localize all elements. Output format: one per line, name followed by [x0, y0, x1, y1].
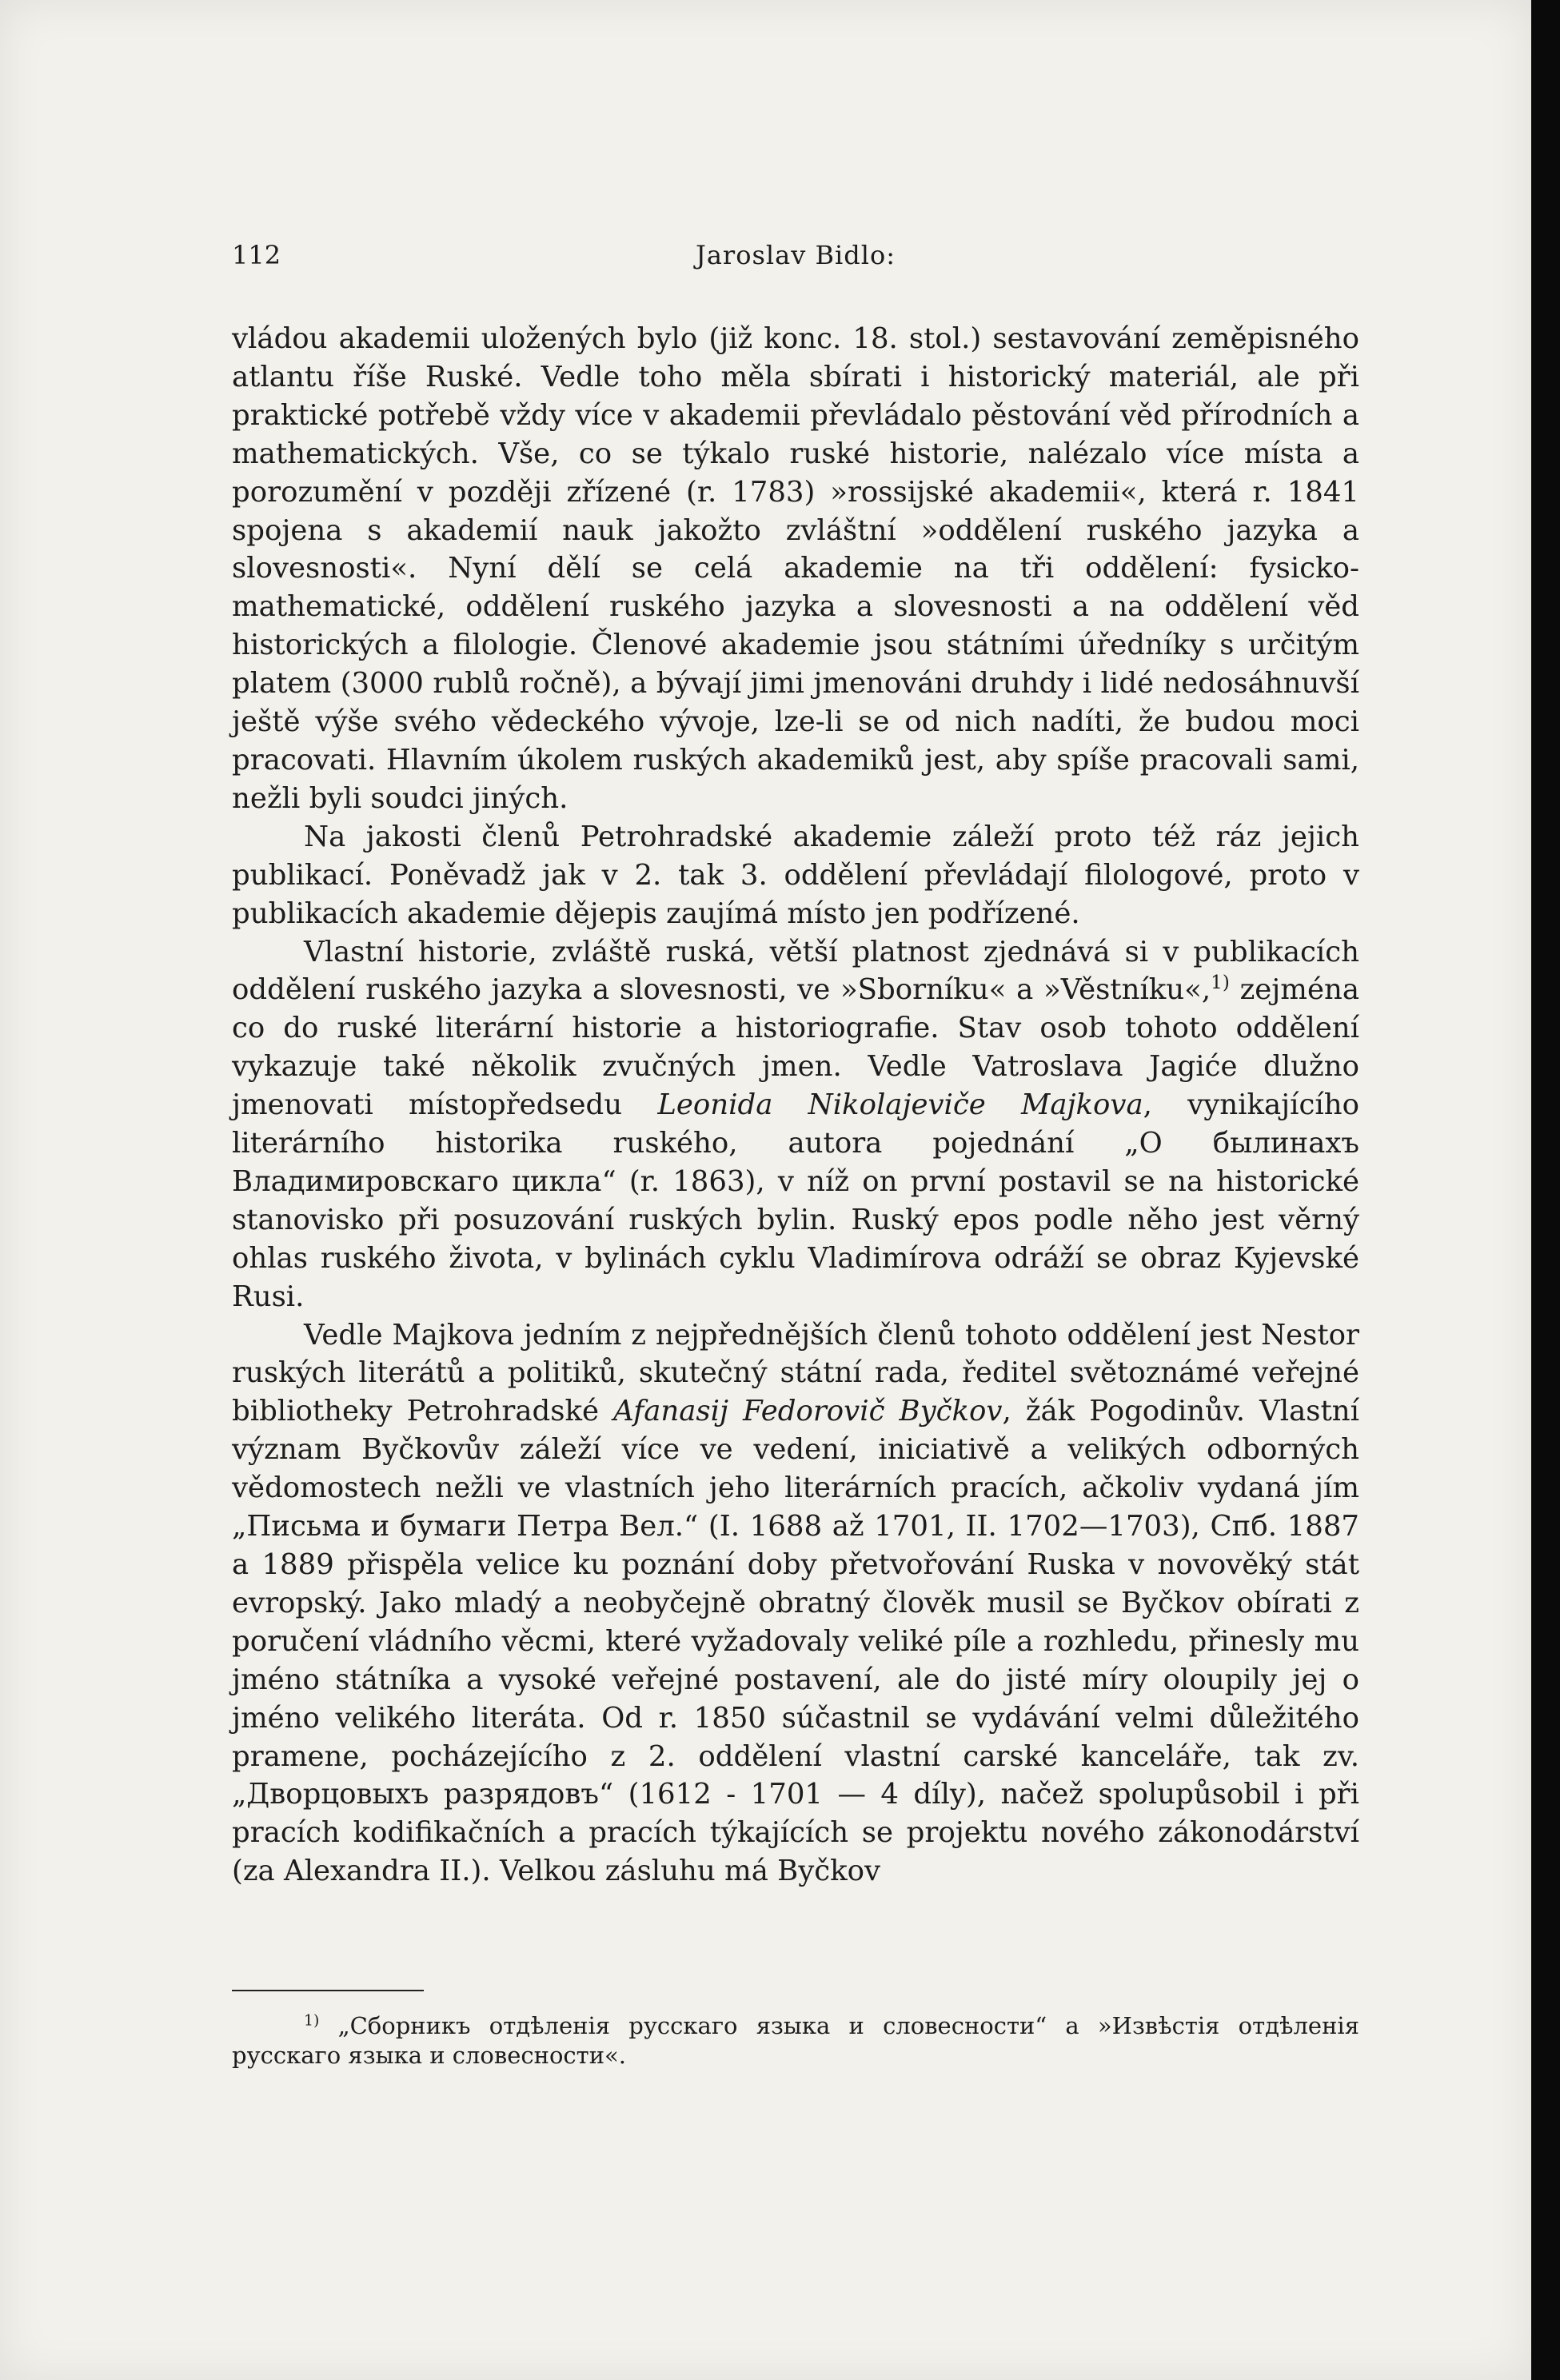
page-header	[232, 240, 1359, 280]
body-text	[232, 320, 1359, 1891]
footnote-reference: 1)	[1211, 972, 1230, 994]
paragraph-text: Vedle Majkova jedním z nejpřednějších členů tohoto oddělení jest Nestor ruských literátů a politiků, skutečný státní rada, ředitel světoznámé veřejné bibliotheky Petrohradské	[232, 1318, 1359, 1428]
footnote-marker: 1)	[304, 2012, 320, 2030]
running-head: Jaroslav Bidlo:	[696, 240, 896, 270]
paragraph	[232, 818, 1359, 933]
footnote-text: „Сборникъ отдѣленія русскаго языка и словесности“ a »Извѣстія отдѣленія русскаго языка и словесности«.	[232, 2012, 1359, 2069]
scan-border	[1531, 0, 1560, 2380]
footnote	[232, 2011, 1359, 2071]
paragraph	[232, 320, 1359, 818]
footnote-divider	[232, 1990, 424, 1991]
paragraph-text: , vynikajícího literárního historika ruského, autora pojednání „О былинахъ Владимировскаго цикла“ (r. 1863), v níž on první postavil se na historické stanovisko při posuzování ruských bylin. Ruský epos podle něho jest věrný ohlas ruského života, v bylinách cyklu Vladimírova odráží se obraz Kyjevské Rusi.	[232, 1088, 1359, 1313]
paragraph-text: Vlastní historie, zvláště ruská, větší platnost zjednává si v publikacích oddělení ruského jazyka a slovesnosti, ve »Sborníku« a »Věstníku«,	[232, 935, 1359, 1007]
page-number: 112	[232, 240, 281, 270]
paragraph-text: Na jakosti členů Petrohradské akademie záleží proto též ráz jejich publikací. Poněvadž jak v 2. tak 3. oddělení převládají filologové, proto v publikacích akademie dějepis zaujímá místo jen podřízené.	[232, 820, 1359, 930]
paragraph	[232, 1316, 1359, 1891]
paragraph-text: , žák Pogodinův. Vlastní význam Byčkovův záleží více ve vedení, iniciativě a velikých odborných vědomostech nežli ve vlastních jeho literárních pracích, ačkoliv vydaná jím „Письма и бумаги Петра Вел.“ (I. 1688 až 1701, II. 1702—1703), Спб. 1887 a 1889 přispěla velice ku poznání doby přetvořování Ruska v novověký stát evropský. Jako mladý a neobyčejně obratný člověk musil se Byčkov obírati z poručení vládního věcmi, které vyžadovaly veliké píle a rozhledu, přinesly mu jméno státníka a vysoké veřejné postavení, ale do jisté míry oloupily jej o jméno velikého literáta. Od r. 1850 súčastnil se vydávání velmi důležitého pramene, pocházejícího z 2. oddělení vlastní carské kanceláře, tak zv. „Дворцовыхъ разрядовъ“ (1612 - 1701 — 4 díly), načež spolupůsobil i při pracích kodifikačních a pracích týkajících se projektu nového zákonodárství (za Alexandra II.). Velkou zásluhu má Byčkov	[232, 1395, 1359, 1888]
italic-name: Afanasij Fedorovič Byčkov	[613, 1395, 1003, 1428]
paragraph-text: zejména co do ruské literární historie a historiografie. Stav osob tohoto oddělení vykazuje také několik zvučných jmen. Vedle Vatroslava Jagiće dlužno jmenovati místopředsedu	[232, 973, 1359, 1122]
paragraph	[232, 933, 1359, 1316]
italic-name: Leonida Nikolajeviče Majkova	[657, 1088, 1143, 1122]
paragraph-text: vládou akademii uložených bylo (již konc. 18. stol.) sestavování zeměpisného atlantu říše Ruské. Vedle toho měla sbírati i historický materiál, ale při praktické potřebě vždy více v akademii převládalo pěstování věd přírodních a mathematických. Vše, co se týkalo ruské historie, nalézalo více místa a porozumění v později zřízené (r. 1783) »rossijské akademii«, která r. 1841 spojena s akademií nauk jakožto zvláštní »oddělení ruského jazyka a slovesnosti«. Nyní dělí se celá akademie na tři oddělení: fysicko-mathematické, oddělení ruského jazyka a slovesnosti a na oddělení věd historických a filologie. Členové akademie jsou státními úředníky s určitým platem (3000 rublů ročně), a bývají jimi jmenováni druhdy i lidé nedosáhnuvší ještě výše svého vědeckého vývoje, lze-li se od nich nadíti, že budou moci pracovati. Hlavním úkolem ruských akademiků jest, aby spíše pracovali sami, nežli byli soudci jiných.	[232, 322, 1359, 815]
